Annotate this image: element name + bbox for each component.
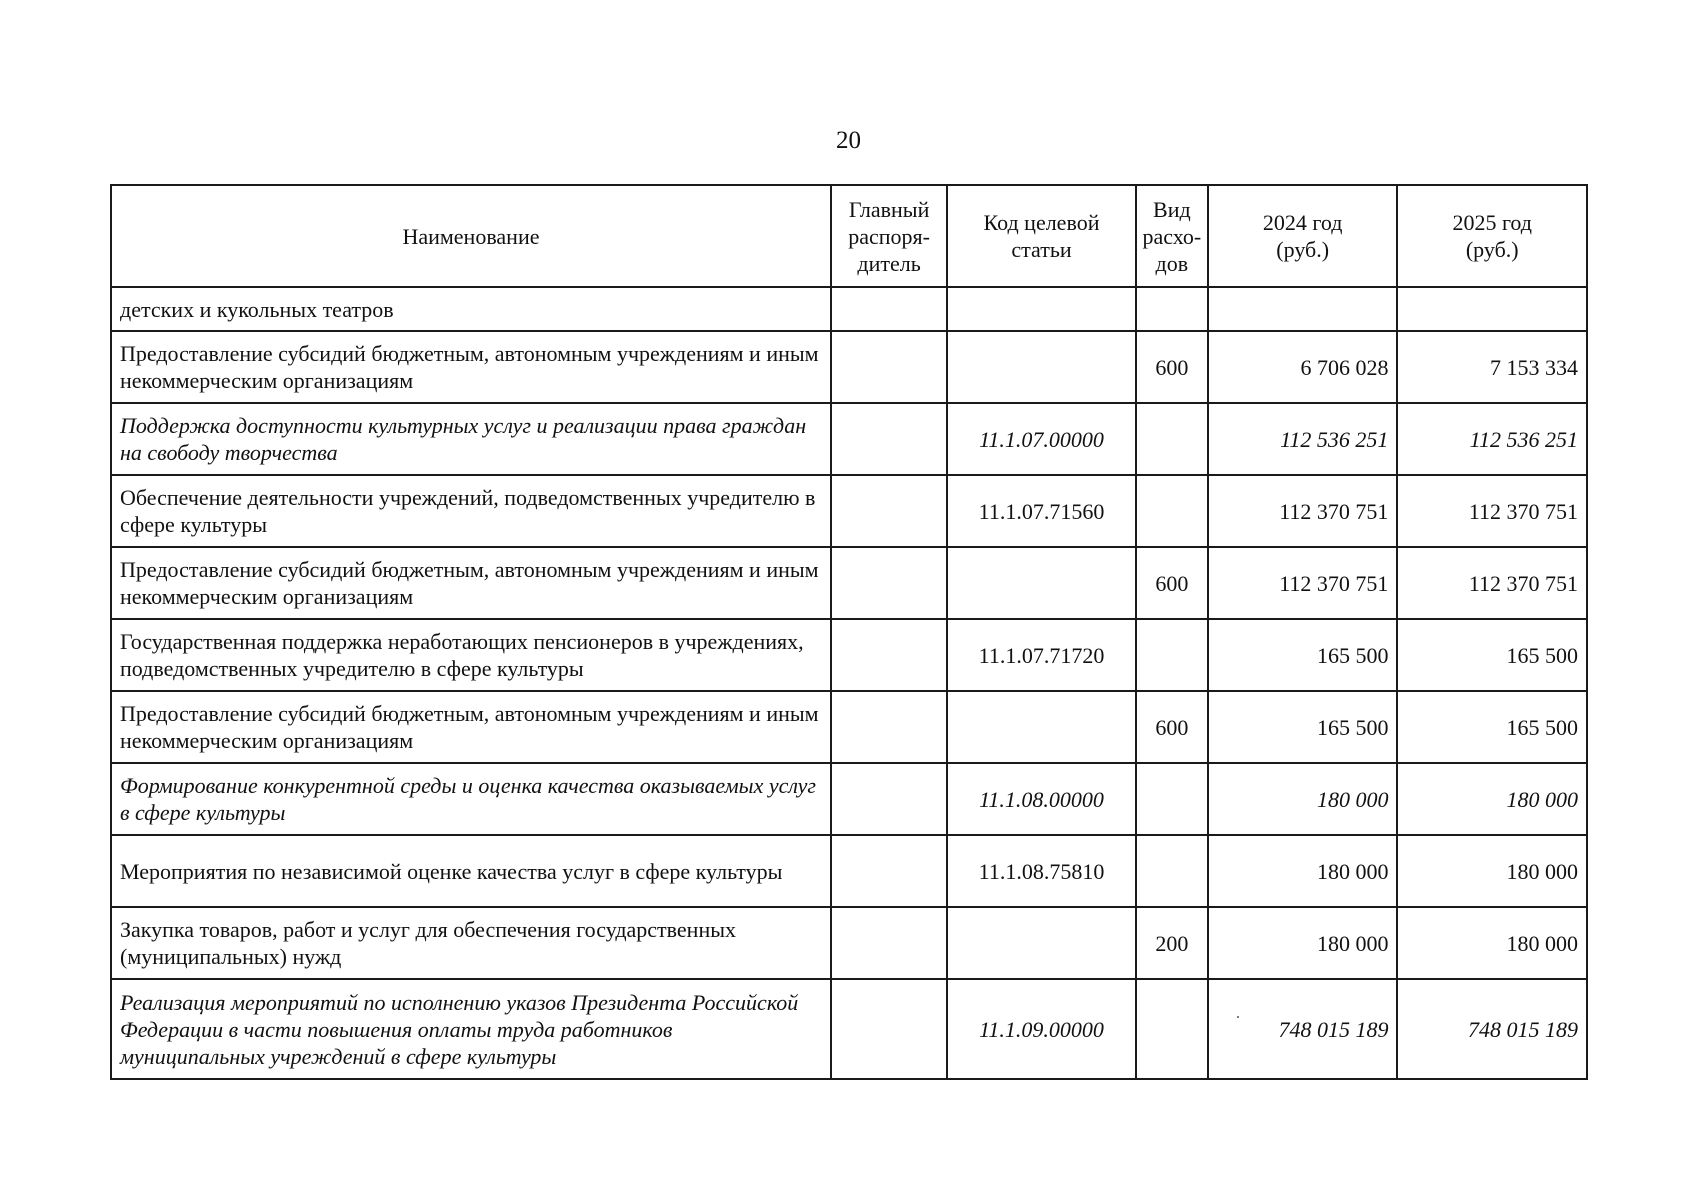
cell-name: Мероприятия по независимой оценке качества услуг в сфере культуры	[111, 835, 831, 907]
header-name: Наименование	[111, 185, 831, 287]
cell-2025: 112 370 751	[1397, 547, 1587, 619]
cell-name: Предоставление субсидий бюджетным, автономным учреждениям и иным некоммерческим организациям	[111, 331, 831, 403]
cell-2024: 6 706 028	[1208, 331, 1398, 403]
cell-manager	[831, 835, 947, 907]
cell-name: Реализация мероприятий по исполнению указов Президента Российской Федерации в части повышения оплаты труда работников муниципальных учреждений в сфере культуры	[111, 979, 831, 1079]
cell-type	[1136, 475, 1208, 547]
cell-type	[1136, 835, 1208, 907]
table-row	[111, 763, 1587, 835]
cell-code	[947, 907, 1136, 979]
cell-manager	[831, 763, 947, 835]
cell-type	[1136, 403, 1208, 475]
cell-name: детских и кукольных театров	[111, 287, 831, 331]
cell-2025: 165 500	[1397, 619, 1587, 691]
cell-2025: 748 015 189	[1397, 979, 1587, 1079]
cell-manager	[831, 547, 947, 619]
page-number: 20	[836, 127, 861, 154]
table-row	[111, 619, 1587, 691]
table-row	[111, 331, 1587, 403]
cell-manager	[831, 475, 947, 547]
table-header-row	[111, 185, 1587, 287]
cell-manager	[831, 619, 947, 691]
table-row	[111, 979, 1587, 1079]
cell-code: 11.1.08.75810	[947, 835, 1136, 907]
cell-2024: 165 500	[1208, 619, 1398, 691]
cell-code: 11.1.07.71560	[947, 475, 1136, 547]
table-row	[111, 835, 1587, 907]
cell-code: 11.1.07.71720	[947, 619, 1136, 691]
cell-code	[947, 287, 1136, 331]
table-row	[111, 475, 1587, 547]
cell-2025: 180 000	[1397, 907, 1587, 979]
cell-2024: 112 370 751	[1208, 475, 1398, 547]
table-row	[111, 403, 1587, 475]
cell-2025: 165 500	[1397, 691, 1587, 763]
cell-name: Обеспечение деятельности учреждений, подведомственных учредителю в сфере культуры	[111, 475, 831, 547]
cell-2024	[1208, 287, 1398, 331]
cell-name: Закупка товаров, работ и услуг для обеспечения государственных (муниципальных) нужд	[111, 907, 831, 979]
table-row	[111, 907, 1587, 979]
header-year-2024: 2024 год (руб.)	[1208, 185, 1398, 287]
cell-type	[1136, 979, 1208, 1079]
cell-name: Предоставление субсидий бюджетным, автономным учреждениям и иным некоммерческим организациям	[111, 547, 831, 619]
cell-manager	[831, 331, 947, 403]
cell-2025: 180 000	[1397, 763, 1587, 835]
header-year-2025: 2025 год (руб.)	[1397, 185, 1587, 287]
header-target-code: Код целевой статьи	[947, 185, 1136, 287]
cell-type: 600	[1136, 331, 1208, 403]
cell-code	[947, 547, 1136, 619]
header-expense-type: Вид расхо- дов	[1136, 185, 1208, 287]
cell-code: 11.1.09.00000	[947, 979, 1136, 1079]
cell-2025: 7 153 334	[1397, 331, 1587, 403]
cell-2024: 748 015 189	[1208, 979, 1398, 1079]
table-row	[111, 547, 1587, 619]
cell-2025: 112 370 751	[1397, 475, 1587, 547]
cell-type: 600	[1136, 547, 1208, 619]
cell-2024: 165 500	[1208, 691, 1398, 763]
cell-2025: 180 000	[1397, 835, 1587, 907]
cell-type	[1136, 619, 1208, 691]
cell-name: Формирование конкурентной среды и оценка качества оказываемых услуг в сфере культуры	[111, 763, 831, 835]
cell-2024: 112 536 251	[1208, 403, 1398, 475]
table-row	[111, 287, 1587, 331]
cell-manager	[831, 979, 947, 1079]
cell-type: 200	[1136, 907, 1208, 979]
cell-manager	[831, 403, 947, 475]
cell-type: 600	[1136, 691, 1208, 763]
cell-code: 11.1.07.00000	[947, 403, 1136, 475]
cell-manager	[831, 287, 947, 331]
cell-name: Предоставление субсидий бюджетным, автономным учреждениям и иным некоммерческим организациям	[111, 691, 831, 763]
cell-2024: 180 000	[1208, 763, 1398, 835]
cell-code: 11.1.08.00000	[947, 763, 1136, 835]
cell-2025	[1397, 287, 1587, 331]
table-row	[111, 691, 1587, 763]
cell-name: Поддержка доступности культурных услуг и реализации права граждан на свободу творчества	[111, 403, 831, 475]
cell-name: Государственная поддержка неработающих пенсионеров в учреждениях, подведомственных учредителю в сфере культуры	[111, 619, 831, 691]
cell-2025: 112 536 251	[1397, 403, 1587, 475]
cell-2024: 180 000	[1208, 907, 1398, 979]
header-manager: Главный распоря- дитель	[831, 185, 947, 287]
budget-table	[110, 184, 1588, 1080]
cell-type	[1136, 287, 1208, 331]
scan-speck	[1237, 1016, 1239, 1018]
cell-manager	[831, 907, 947, 979]
cell-manager	[831, 691, 947, 763]
cell-code	[947, 691, 1136, 763]
cell-2024: 180 000	[1208, 835, 1398, 907]
cell-2024: 112 370 751	[1208, 547, 1398, 619]
cell-code	[947, 331, 1136, 403]
cell-type	[1136, 763, 1208, 835]
